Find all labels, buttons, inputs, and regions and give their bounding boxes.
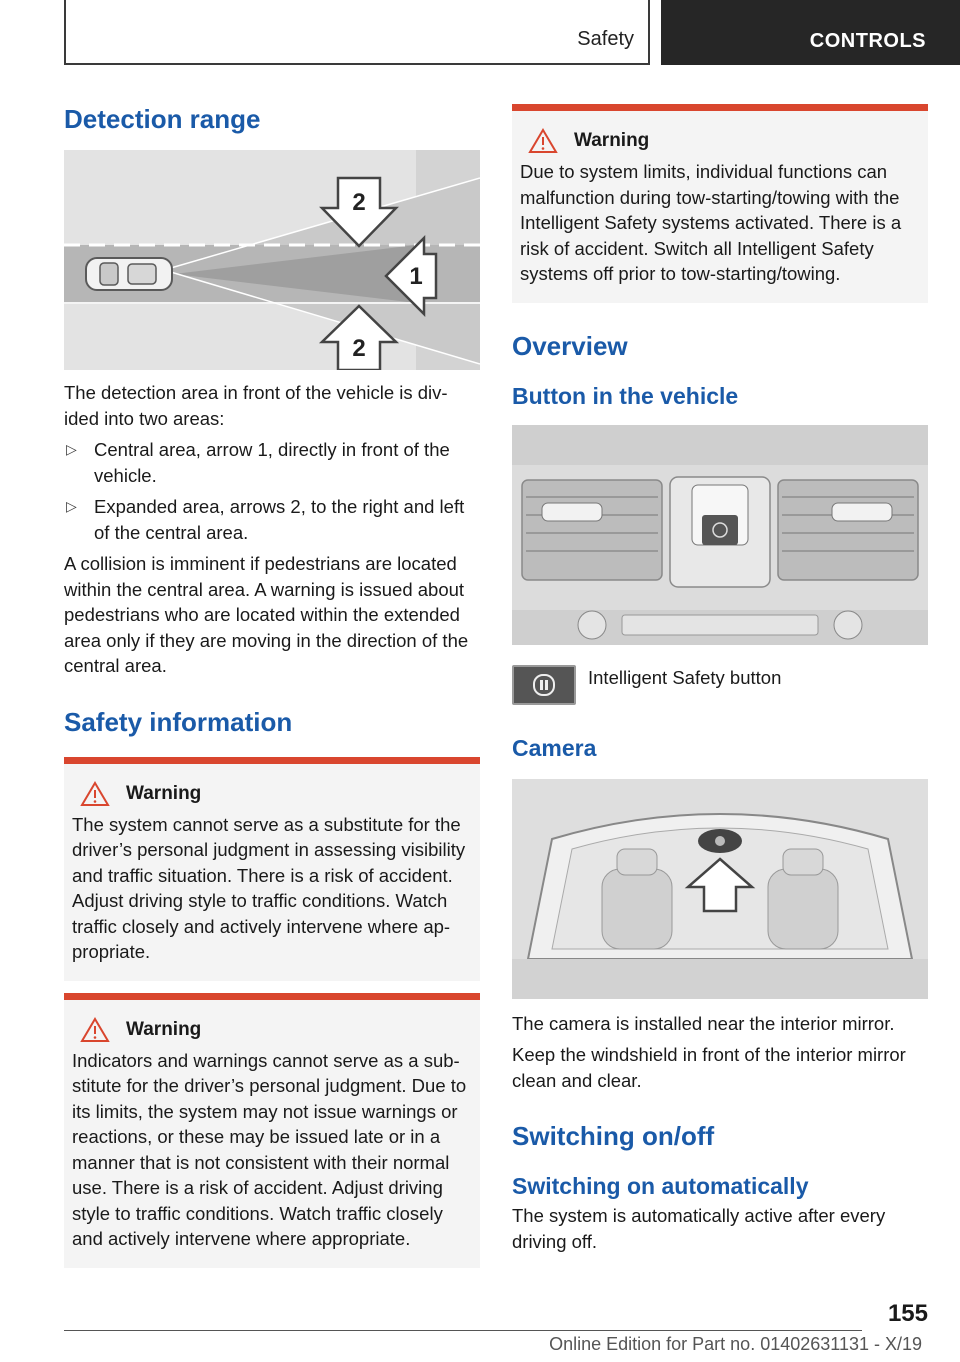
detection-range-heading: Detection range — [64, 104, 261, 134]
left-column — [64, 102, 480, 1268]
warning-title: Warning — [574, 130, 650, 151]
list-item-text: Central area, arrow 1, directly in front of the vehicle. — [94, 439, 450, 486]
switching-on-automatically-heading: Switching on automatically — [512, 1173, 809, 1199]
collision-paragraph: A collision is imminent if pedestrians are located within the central area. A warning is issued about pedestrians who are located within the extended area only if they are moving in the direction of the central area. — [64, 553, 469, 676]
warning-triangle-icon — [80, 781, 110, 807]
car-icon — [86, 258, 172, 290]
camera-text-2: Keep the windshield in front of the interior mirror clean and clear. — [512, 1044, 906, 1091]
edition-text: Online Edition for Part no. 01402631131 - X/19 — [549, 1334, 922, 1354]
warning-box-3 — [512, 104, 928, 303]
footer-divider — [64, 1330, 862, 1331]
dashboard-illustration — [512, 425, 928, 645]
list-item-text: Expanded area, arrows 2, to the right and left of the central area. — [94, 496, 465, 543]
chapter-tab — [661, 0, 960, 65]
switching-heading: Switching on/off — [512, 1121, 715, 1151]
page-number: 155 — [887, 1300, 928, 1327]
warning-text: The system cannot serve as a substitute for the driver’s personal judgment in assessing visibility and traffic situation. There is a risk of accident. Adjust driving style to traffic conditions. Watch traffic closely and actively intervene where ap‐propriate. — [72, 813, 466, 962]
camera-heading: Camera — [512, 734, 597, 761]
warning-text: Indicators and warnings cannot serve as a sub‐stitute for the driver’s personal judgment. Due to its limits, the system may not issue warnings or reactions, or these may be issued late or in a manner that is not consistent with their normal use. There is a risk of accident. Adjust driving style to traffic conditions. Watch traffic closely and actively intervene where appropriate. — [72, 1049, 467, 1249]
detection-range-diagram — [64, 150, 480, 370]
detection-range-figure — [64, 150, 480, 370]
arrow-label-2-bottom: 2 — [352, 335, 366, 362]
camera-figure — [512, 779, 928, 999]
running-header — [64, 0, 650, 65]
intelligent-safety-icon — [512, 665, 576, 705]
safety-information-heading: Safety information — [64, 706, 293, 737]
bullet-triangle-icon: ▷ — [66, 441, 77, 457]
warning-box-1 — [64, 757, 480, 981]
list-item — [64, 494, 480, 545]
warning-text: Due to system limits, individual functions can malfunction during tow-starting/towing with the Intelligent Safety systems activated. There is a risk of accident. Switch all Intelligent Safety systems off prior to tow-starting/towing. — [520, 161, 902, 284]
warning-box-2 — [64, 993, 480, 1268]
arrow-label-1: 1 — [409, 263, 423, 290]
arrow-label-2-top: 2 — [352, 189, 366, 216]
button-caption: Intelligent Safety button — [588, 666, 782, 688]
chapter-name: CONTROLS — [809, 30, 926, 52]
detection-intro: The detection area in front of the vehicle is div‐ided into two areas: — [64, 382, 448, 429]
dashboard-button-figure — [512, 425, 928, 645]
overview-heading: Overview — [512, 330, 628, 361]
warning-triangle-icon — [528, 128, 558, 154]
windshield-illustration — [512, 779, 928, 999]
list-item — [64, 437, 480, 488]
right-column — [512, 104, 928, 1254]
bullet-triangle-icon: ▷ — [66, 498, 77, 514]
button-in-vehicle-heading: Button in the vehicle — [512, 382, 739, 409]
warning-title: Warning — [126, 1018, 202, 1040]
warning-title: Warning — [126, 782, 202, 804]
auto-text: The system is automatically active after every driving off. — [512, 1205, 886, 1252]
button-legend — [512, 665, 928, 705]
warning-triangle-icon — [80, 1017, 110, 1043]
section-name: Safety — [577, 28, 634, 50]
area-list — [64, 437, 480, 545]
camera-text-1: The camera is installed near the interior mirror. — [512, 1012, 895, 1034]
